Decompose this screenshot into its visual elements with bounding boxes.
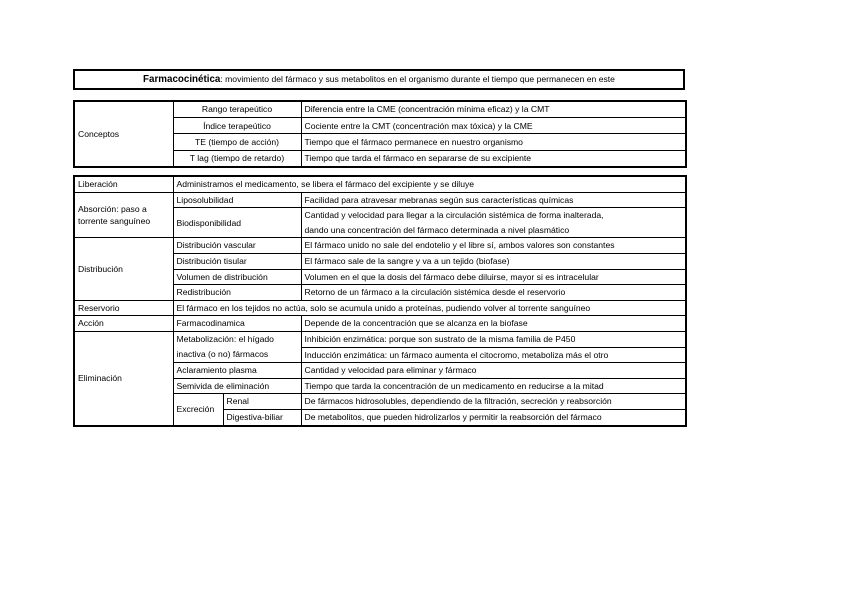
concept-term: T lag (tiempo de retardo) <box>173 150 301 167</box>
absorcion-term: Biodisponibilidad <box>173 208 301 238</box>
main-table <box>73 175 687 427</box>
distribucion-def: Retorno de un fármaco a la circulación sistémica desde el reservorio <box>301 285 686 301</box>
metabolizacion-line2: inactiva (o no) fármacos <box>173 347 301 363</box>
metabolizacion-def2: Inducción enzimática: un fármaco aumenta el citocromo, metaboliza más el otro <box>301 347 686 363</box>
distribucion-def: El fármaco unido no sale del endotelio y el libre sí, ambos valores son constantes <box>301 238 686 254</box>
aclaramiento-def: Cantidad y velocidad para eliminar y fármaco <box>301 363 686 379</box>
title-rest: : movimiento del fármaco y sus metabolitos en el organismo durante el tiempo que permanecen en este <box>220 73 615 84</box>
concept-def: Tiempo que el fármaco permanece en nuestro organismo <box>301 134 686 150</box>
concept-def: Diferencia entre la CME (concentración mínima eficaz) y la CMT <box>301 101 686 118</box>
semivida-def: Tiempo que tarda la concentración de un medicamento en reducirse a la mitad <box>301 378 686 394</box>
absorcion-label-line2: torrente sanguíneo <box>78 215 151 226</box>
eliminacion-label: Eliminación <box>74 331 173 425</box>
metabolizacion-line1: Metabolización: el hígado <box>173 331 301 347</box>
title-cell <box>74 70 684 89</box>
semivida-term: Semivida de eliminación <box>173 378 301 394</box>
excrecion-def: De metabolitos, que pueden hidrolizarlos y permitir la reabsorción del fármaco <box>301 409 686 425</box>
title-table <box>73 69 685 90</box>
absorcion-label-line1: Absorción: paso a <box>78 203 147 214</box>
distribucion-def: Volumen en el que la dosis del fármaco debe diluirse, mayor si es intracelular <box>301 269 686 285</box>
excrecion-term: Renal <box>223 394 301 410</box>
distribucion-term: Redistribución <box>173 285 301 301</box>
absorcion-label <box>74 192 173 238</box>
concept-def: Tiempo que tarda el fármaco en separarse de su excipiente <box>301 150 686 167</box>
liberacion-label: Liberación <box>74 176 173 192</box>
distribucion-label: Distribución <box>74 238 173 300</box>
absorcion-def-line1: Cantidad y velocidad para llegar a la circulación sistémica de forma inalterada, <box>301 208 686 223</box>
conceptos-label: Conceptos <box>74 101 173 167</box>
absorcion-def: Facilidad para atravesar mebranas según sus características químicas <box>301 192 686 208</box>
distribucion-term: Distribución vascular <box>173 238 301 254</box>
accion-def: Depende de la concentración que se alcanza en la biofase <box>301 316 686 332</box>
concept-term: Rango terapeútico <box>173 101 301 118</box>
liberacion-text: Administramos el medicamento, se libera el fármaco del excipiente y se diluye <box>173 176 686 192</box>
concept-def: Cociente entre la CMT (concentración max tóxica) y la CME <box>301 118 686 134</box>
excrecion-term: Digestiva-biliar <box>223 409 301 425</box>
title-bold: Farmacocinética <box>143 73 221 85</box>
absorcion-def-line2: dando una concentración del fármaco determinada a nivel plasmático <box>301 223 686 238</box>
concept-term: TE (tiempo de acción) <box>173 134 301 150</box>
distribucion-def: El fármaco sale de la sangre y va a un tejido (biofase) <box>301 253 686 269</box>
excrecion-label: Excreción <box>173 394 223 426</box>
metabolizacion-def1: Inhibición enzimática: porque son sustrato de la misma familia de P450 <box>301 331 686 347</box>
accion-term: Farmacodinamica <box>173 316 301 332</box>
distribucion-term: Volumen de distribución <box>173 269 301 285</box>
aclaramiento-term: Aclaramiento plasma <box>173 363 301 379</box>
excrecion-def: De fármacos hidrosolubles, dependiendo de la filtración, secreción y reabsorción <box>301 394 686 410</box>
concepts-table <box>73 100 687 168</box>
distribucion-term: Distribución tisular <box>173 253 301 269</box>
reservorio-label: Reservorio <box>74 300 173 316</box>
accion-label: Acción <box>74 316 173 332</box>
concept-term: Índice terapeútico <box>173 118 301 134</box>
reservorio-text: El fármaco en los tejidos no actúa, solo se acumula unido a proteínas, pudiendo volver al torrente sanguíneo <box>173 300 686 316</box>
absorcion-term: Liposolubilidad <box>173 192 301 208</box>
